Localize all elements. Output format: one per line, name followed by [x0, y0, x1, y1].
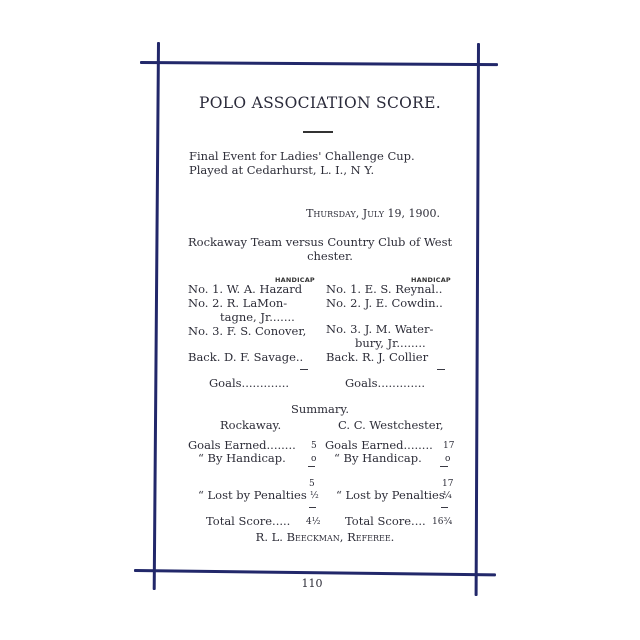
westchester-by-handicap-label: “ By Handicap. [334, 451, 422, 465]
title-divider [303, 131, 333, 133]
rockaway-goals-rule [300, 369, 308, 370]
page-number: 110 [301, 577, 323, 590]
westchester-lost-by-penalties-label: “ Lost by Penalties [336, 488, 445, 502]
westchester-player-1: No. 1. E. S. Reynal.. [326, 282, 443, 296]
westchester-lost-by-penalties-value: ¼ [443, 491, 452, 501]
westchester-player-back: Back. R. J. Collier [326, 350, 429, 364]
westchester-player-2: No. 2. J. E. Cowdin.. [326, 296, 443, 310]
westchester-subtotal-rule [440, 466, 448, 467]
matchup-line-2: chester. [307, 249, 353, 263]
rockaway-subtotal-rule [308, 466, 315, 467]
rockaway-by-handicap-value: o [311, 454, 317, 464]
rockaway-player-2: No. 2. R. LaMon- [188, 296, 288, 310]
westchester-player-3: No. 3. J. M. Water- [326, 322, 434, 336]
rockaway-lost-by-penalties-label: “ Lost by Penalties [198, 488, 307, 502]
rockaway-by-handicap-label: “ By Handicap. [198, 451, 286, 465]
referee-line: R. L. Beeckman, Referee. [255, 530, 395, 544]
rockaway-subtotal-value: 5 [309, 479, 315, 489]
handicap-label-left: HANDICAP [275, 276, 315, 284]
westchester-total-rule [441, 507, 448, 508]
border-top-rule [140, 61, 498, 66]
westchester-goals-earned-label: Goals Earned........ [325, 438, 433, 452]
westchester-goals: Goals............. [345, 376, 426, 390]
border-left-rule [153, 42, 160, 590]
rockaway-goals: Goals............. [209, 376, 290, 390]
rockaway-total-score-label: Total Score..... [206, 514, 291, 528]
border-bottom-rule [134, 569, 496, 576]
rockaway-player-1: No. 1. W. A. Hazard [188, 282, 303, 296]
rockaway-goals-earned-label: Goals Earned........ [188, 438, 296, 452]
westchester-goals-earned-value: 17 [443, 441, 455, 451]
handicap-label-right: HANDICAP [411, 276, 451, 284]
rockaway-team-name: Rockaway. [220, 418, 282, 432]
rockaway-player-3: No. 3. F. S. Conover, [188, 324, 307, 338]
event-line-1: Final Event for Ladies' Challenge Cup. [189, 149, 415, 163]
rockaway-lost-by-penalties-value: ½ [310, 491, 319, 501]
rockaway-player-back: Back. D. F. Savage.. [188, 350, 304, 364]
westchester-team-name: C. C. Westchester, [338, 418, 444, 432]
page-title: POLO ASSOCIATION SCORE. [199, 94, 441, 112]
rockaway-total-score-value: 4½ [306, 517, 321, 527]
westchester-subtotal-value: 17 [442, 479, 454, 489]
event-line-2: Played at Cedarhurst, L. I., N Y. [189, 163, 375, 177]
matchup-line-1: Rockaway Team versus Country Club of West [188, 235, 453, 249]
date-line: Thursday, July 19, 1900. [306, 207, 440, 220]
rockaway-player-2-cont: tagne, Jr....... [220, 310, 295, 324]
westchester-total-score-label: Total Score.... [345, 514, 426, 528]
westchester-by-handicap-value: o [445, 454, 451, 464]
westchester-total-score-value: 16¾ [432, 517, 453, 527]
westchester-player-3-cont: bury, Jr........ [355, 336, 426, 350]
rockaway-goals-earned-value: 5 [311, 441, 317, 451]
westchester-goals-rule [437, 369, 445, 370]
border-right-rule [475, 43, 480, 596]
rockaway-total-rule [309, 507, 316, 508]
summary-heading: Summary. [290, 402, 350, 416]
